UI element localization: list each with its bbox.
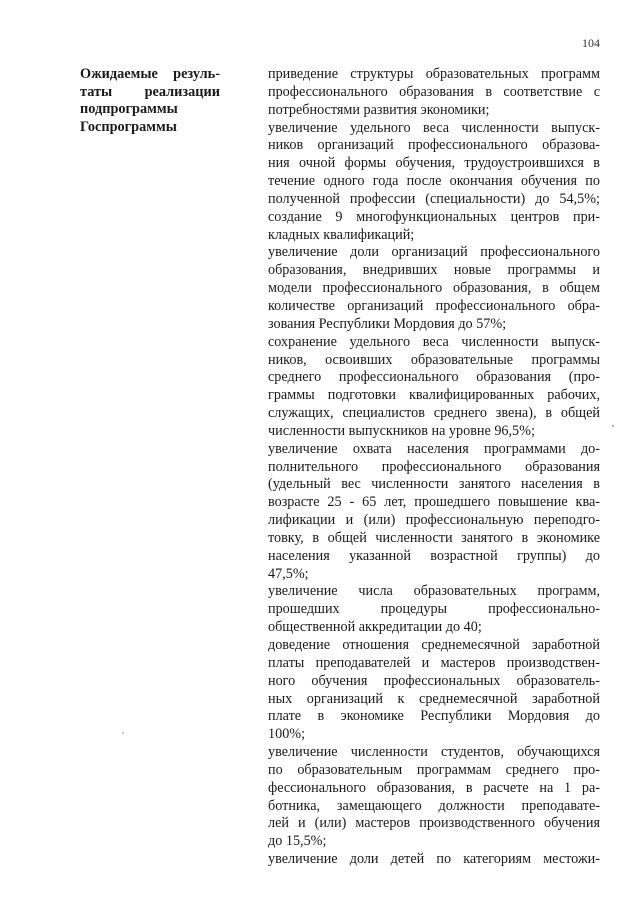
text-line: 100%; bbox=[268, 726, 306, 743]
text-line: увеличение доли организаций профессионального bbox=[268, 244, 600, 261]
text-line: ного обучения профессиональных образователь- bbox=[268, 672, 600, 689]
text-line: образования, внедривших новые программы и bbox=[268, 262, 600, 279]
text-line: плате в экономике Республики Мордовия до bbox=[268, 708, 600, 725]
text-line: приведение структуры образовательных программ bbox=[268, 66, 600, 82]
text-line: увеличение удельного веса численности выпуск- bbox=[268, 119, 600, 136]
text-line: потребностями развития экономики; bbox=[268, 101, 490, 118]
text-line: лей и (или) мастеров производственного обучения bbox=[268, 815, 600, 832]
text-line: доведение отношения среднемесячной заработной bbox=[268, 637, 600, 653]
text-line: модели профессионального образования, в общем bbox=[268, 280, 600, 297]
text-line: полнительного профессионального образования bbox=[268, 458, 600, 475]
text-line: зования Республики Мордовия до 57%; bbox=[268, 315, 507, 332]
text-line: фессионального образования, в расчете на 1 ра- bbox=[268, 779, 600, 796]
text-line: течение одного года после окончания обучения по bbox=[268, 173, 600, 190]
text-line: до 15,5%; bbox=[268, 833, 327, 850]
text-line: товку, в общей численности занятого в экономике bbox=[268, 529, 600, 546]
text-line: служащих, специалистов среднего звена), в общей bbox=[268, 405, 600, 422]
page-number: 104 bbox=[582, 36, 600, 50]
label-line: Госпрограммы bbox=[80, 118, 177, 135]
text-line: среднего профессионального образования (про- bbox=[268, 369, 600, 386]
text-line: увеличение числа образовательных программ, bbox=[268, 583, 600, 600]
section-label bbox=[80, 66, 220, 136]
text-line: возрасте 25 - 65 лет, прошедшего повышение ква- bbox=[268, 494, 600, 511]
scan-speck bbox=[612, 425, 614, 427]
text-line: населения указанной возрастной группы) до bbox=[268, 547, 600, 564]
text-line: общественной аккредитации до 40; bbox=[268, 619, 482, 636]
text-line: граммы подготовки квалифицированных рабочих, bbox=[268, 387, 600, 404]
scan-speck bbox=[122, 732, 124, 734]
text-line: (удельный вес численности занятого населения в bbox=[268, 476, 600, 493]
label-line: Ожидаемые резуль- bbox=[80, 66, 220, 82]
text-line: 47,5%; bbox=[268, 565, 309, 582]
text-line: платы преподавателей и мастеров производствен- bbox=[268, 654, 600, 671]
text-line: прошедших процедуры профессионально- bbox=[268, 601, 600, 618]
text-line: создание 9 многофункциональных центров при- bbox=[268, 208, 600, 225]
text-line: количестве организаций профессионального обра- bbox=[268, 297, 600, 314]
label-line: таты реализации bbox=[80, 83, 220, 100]
text-line: ных организаций к среднемесячной заработной bbox=[268, 690, 600, 707]
text-line: по образовательным программам среднего про- bbox=[268, 761, 600, 778]
text-line: лификации и (или) профессиональную переподго- bbox=[268, 512, 600, 529]
text-line: ботника, замещающего должности преподавате- bbox=[268, 797, 600, 814]
text-line: ников организаций профессионального образова- bbox=[268, 137, 600, 154]
text-line: профессионального образования в соответствие с bbox=[268, 83, 600, 100]
results-text bbox=[268, 66, 600, 869]
label-line: подпрограммы bbox=[80, 101, 178, 117]
text-line: увеличение численности студентов, обучающихся bbox=[268, 744, 600, 761]
text-line: увеличение охвата населения программами до- bbox=[268, 440, 600, 457]
text-line: ников, освоивших образовательные программы bbox=[268, 351, 600, 368]
text-line: полученной профессии (специальности) до 54,5%; bbox=[268, 190, 600, 207]
text-line: численности выпускников на уровне 96,5%; bbox=[268, 422, 535, 439]
text-line: ния очной формы обучения, трудоустроившихся в bbox=[268, 155, 600, 172]
text-line: увеличение доли детей по категориям местожи- bbox=[268, 851, 600, 868]
text-line: сохранение удельного веса численности выпуск- bbox=[268, 333, 600, 350]
text-line: кладных квалификаций; bbox=[268, 226, 415, 243]
